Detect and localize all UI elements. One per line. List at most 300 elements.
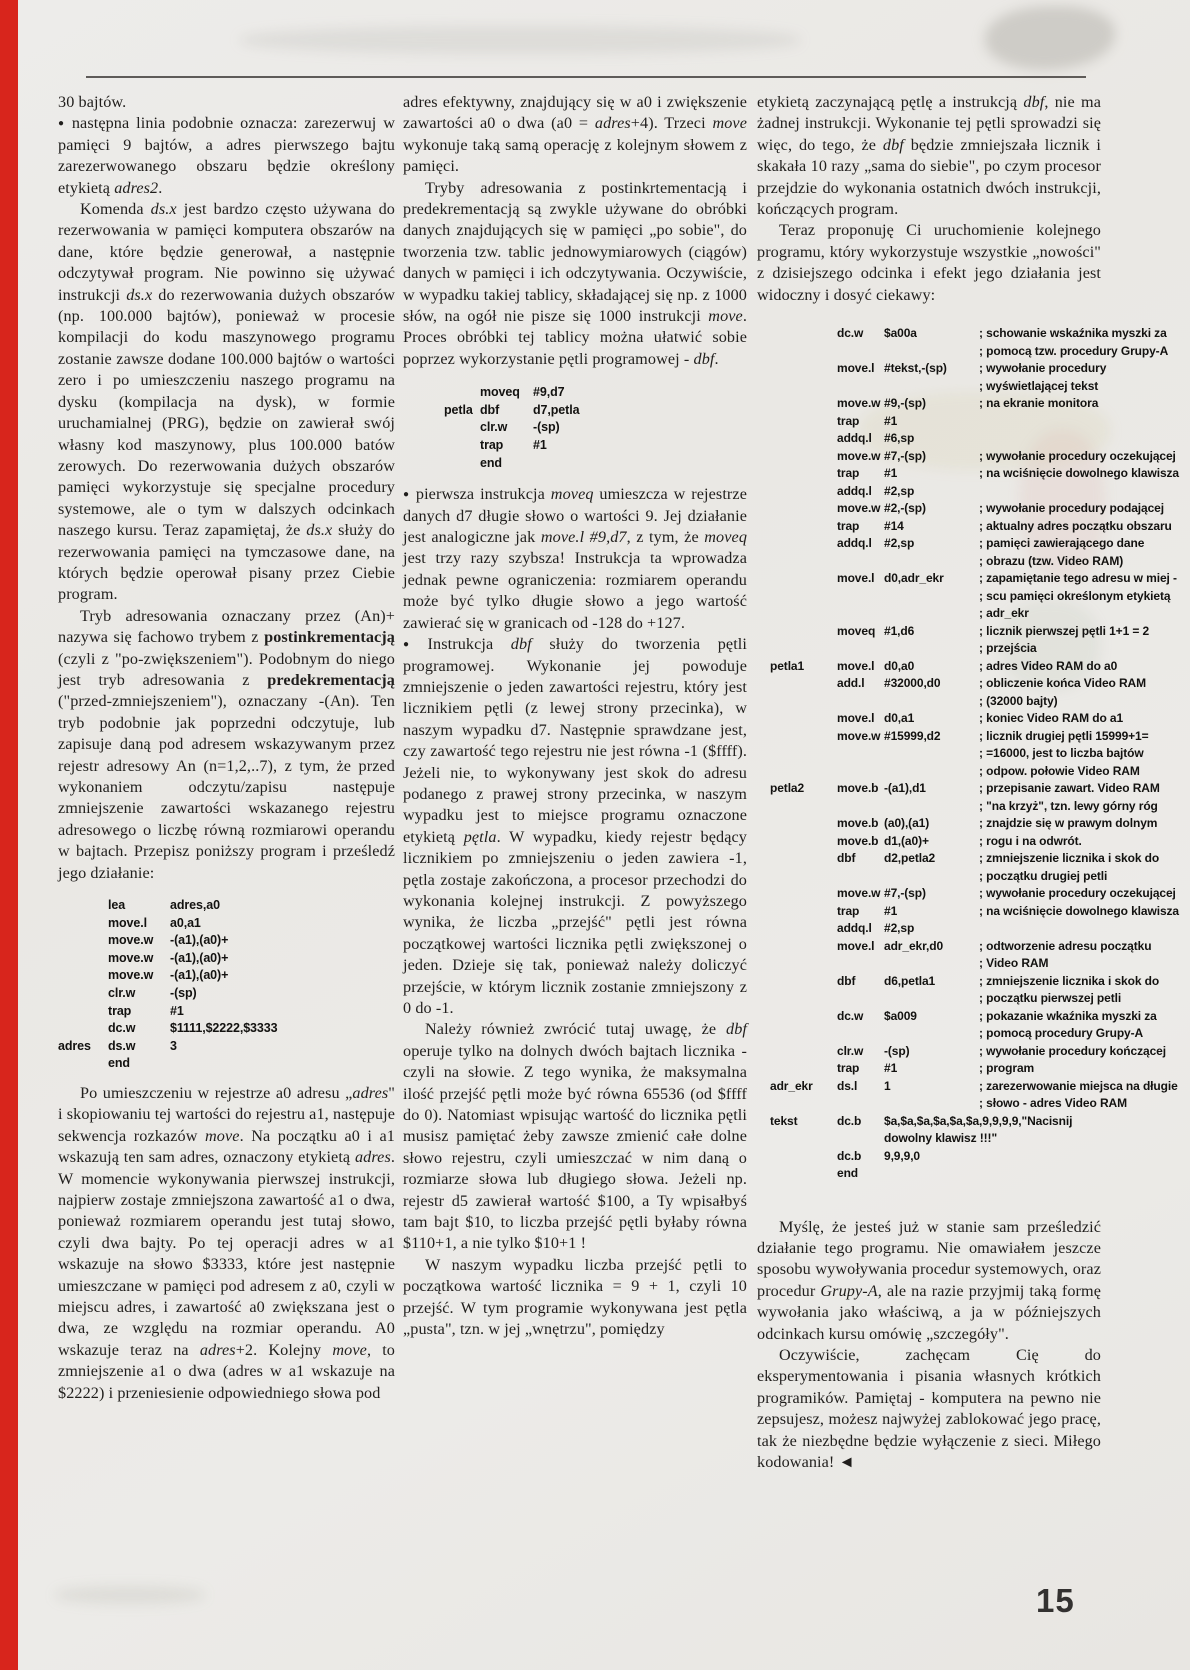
code-listing — [770, 325, 1187, 1183]
code-op: trap — [837, 466, 860, 481]
code-line — [770, 1043, 1187, 1061]
code-lbl — [770, 1165, 837, 1183]
code-lbl — [58, 1055, 108, 1073]
code-op: trap — [837, 413, 860, 428]
code-op: move.b — [837, 833, 879, 848]
code-arg: -(a1),d1 — [884, 781, 926, 796]
code-lbl — [444, 455, 480, 473]
code-lbl — [770, 553, 837, 571]
code-op: end — [480, 455, 502, 470]
code-op: add.l — [837, 676, 865, 691]
code-lbl — [770, 448, 837, 466]
code-op: addq.l — [837, 921, 872, 936]
code-lbl — [770, 693, 837, 711]
code-lbl — [444, 384, 480, 402]
code-lbl: adr_ekr — [770, 1078, 813, 1093]
code-lbl — [770, 623, 837, 641]
bleed-through-smudge — [55, 1586, 205, 1604]
code-arg: #7,-(sp) — [884, 448, 926, 463]
code-lbl — [770, 325, 837, 343]
code-op — [837, 868, 884, 886]
code-lbl — [770, 343, 837, 361]
code-line — [770, 448, 1187, 466]
code-line — [58, 1003, 395, 1021]
code-cmt: ; licznik pierwszej pętli 1+1 = 2 — [979, 623, 1150, 638]
code-cmt: ; przepisanie zawart. Video RAM — [979, 781, 1160, 796]
code-cmt: ; zarezerwowanie miejsca na długie — [979, 1078, 1178, 1093]
code-cmt: ; (32000 bajty) — [979, 693, 1058, 708]
code-op: move.l — [837, 571, 875, 586]
code-line — [770, 430, 1187, 448]
code-line — [770, 1113, 1187, 1131]
code-lbl — [770, 745, 837, 763]
bleed-through-smudge — [985, 6, 1115, 70]
code-arg — [884, 343, 979, 361]
code-cmt: ; obliczenie końca Video RAM — [979, 676, 1147, 691]
code-lbl — [770, 1008, 837, 1026]
code-op: end — [108, 1056, 130, 1071]
code-arg: -(a1),(a0)+ — [170, 933, 229, 948]
code-op: dc.b — [837, 1148, 862, 1163]
code-line — [770, 535, 1187, 553]
code-op — [837, 605, 884, 623]
code-listing — [58, 897, 395, 1073]
code-arg: d2,petla2 — [884, 851, 936, 866]
code-cmt: ; adres Video RAM do a0 — [979, 658, 1118, 673]
code-arg: $1111,$2222,$3333 — [170, 1021, 278, 1036]
code-line — [770, 1095, 1187, 1113]
code-line — [770, 675, 1187, 693]
code-arg: #2,sp — [884, 536, 915, 551]
code-arg: -(a1),(a0)+ — [170, 950, 229, 965]
code-op — [837, 1130, 884, 1148]
code-op: ds.l — [837, 1078, 858, 1093]
code-lbl — [770, 483, 837, 501]
code-arg: #9,d7 — [533, 385, 565, 400]
code-line — [770, 973, 1187, 991]
paragraph: etykietą zaczynającą pętlę a instrukcją dbf, nie ma żadnej instrukcji. Wykonanie tej pętli sprowadzi się więc, do tego, że dbf będzie zmniejszała licznik i skakała 10 razy „sama do siebie", po czym procesor przejdzie do wykonania ostatnich dwóch instrukcji, kończących program. — [757, 93, 1101, 219]
code-op: move.l — [837, 711, 875, 726]
code-cmt: ; pamięci zawierającego dane — [979, 536, 1145, 551]
code-line — [770, 1025, 1187, 1043]
code-arg: #1 — [533, 438, 547, 453]
code-arg: #2,sp — [884, 921, 915, 936]
code-lbl — [770, 885, 837, 903]
bullet-marker: ● — [403, 489, 411, 501]
code-lbl — [770, 430, 837, 448]
code-line — [58, 967, 395, 985]
bullet-marker: ● — [58, 118, 67, 130]
code-lbl — [770, 850, 837, 868]
code-lbl — [770, 500, 837, 518]
code-cmt: ; scu pamięci określonym etykietą — [979, 588, 1171, 603]
code-line — [770, 658, 1187, 676]
code-arg: $a,$a,$a,$a,$a,$a,9,9,9,9,"Nacisnij — [884, 1113, 1073, 1128]
code-op: move.l — [837, 938, 875, 953]
code-line — [770, 990, 1187, 1008]
paragraph: Po umieszczeniu w rejestrze a0 adresu „adres" i skopiowaniu tej wartości do rejestru a1, następuje sekwencja rozkazów move. Na początku a0 i a1 wskazują ten sam adres, oznaczony etykietą adres. W momencie wykonywania pierwszej instrukcji, najpierw zostaje zmniejszona zawartość a1 o dwa, ponieważ rozmiarem operandu jest tutaj słowo, czyli dwa bajty. Po tej operacji adres w a1 wskazuje na słowo $3333, które jest następnie umieszczane w pamięci pod adresem z a0, czyli w miejscu adres, i zawartość a0 zwiększana jest o dwa, ze względu na rozmiar operandu. A0 wskazuje teraz na adres+2. Kolejny move, to zmniejszenie a1 o dwa (adres w a1 wskazuje na $2222) i przeniesienie odpowiedniego słowa pod — [58, 1083, 395, 1402]
code-cmt: ; schowanie wskaźnika myszki za — [979, 326, 1167, 341]
code-cmt: ; na wciśnięcie dowolnego klawisza — [979, 466, 1179, 481]
code-line — [770, 483, 1187, 501]
code-cmt: ; słowo - adres Video RAM — [979, 1096, 1127, 1111]
code-arg — [884, 745, 979, 763]
code-line — [770, 780, 1187, 798]
code-arg: #14 — [884, 518, 904, 533]
code-line — [770, 640, 1187, 658]
code-line — [770, 938, 1187, 956]
header-rule — [86, 76, 1086, 78]
code-cmt: ; odpow. połowie Video RAM — [979, 763, 1140, 778]
code-cmt: ; rogu i na odwrót. — [979, 833, 1082, 848]
code-lbl — [770, 395, 837, 413]
code-arg: d0,adr_ekr — [884, 571, 944, 586]
code-cmt: ; Video RAM — [979, 956, 1049, 971]
paragraph: Tryby adresowania z postinkrtementacją i predekrementacją są zwykle używane do obróbki danych znajdujących się w pamięci „po sobie", do tworzenia tzw. tablic jednowymiarowych (ciągów) danych w pamięci i ich odczytywania. Oczywiście, w wypadku takiej tablicy, składającej się np. z 1000 słów, na ogół nie pisze się 1000 instrukcji move. Proces obróbki tej tablicy można ułatwić sobie poprzez wykorzystanie pętli programowej - dbf. — [403, 178, 747, 368]
code-cmt: ; odtworzenie adresu początku — [979, 938, 1152, 953]
paragraph: 30 bajtów. — [58, 93, 127, 111]
code-op: move.w — [108, 950, 154, 965]
code-op — [837, 343, 884, 361]
code-line — [58, 897, 395, 915]
code-lbl — [770, 710, 837, 728]
code-op — [837, 763, 884, 781]
code-cmt: ; pokazanie wkaźnika myszki za — [979, 1008, 1157, 1023]
left-red-bar — [0, 0, 18, 1670]
code-op: move.w — [837, 501, 881, 516]
code-line — [770, 728, 1187, 746]
code-lbl — [770, 360, 837, 378]
code-arg: dowolny klawisz !!!" — [884, 1131, 998, 1146]
code-op: move.w — [837, 448, 881, 463]
code-lbl — [770, 763, 837, 781]
code-line — [770, 815, 1187, 833]
code-arg: d6,petla1 — [884, 973, 936, 988]
code-cmt: ; zmniejszenie licznika i skok do — [979, 851, 1160, 866]
code-arg: adres,a0 — [170, 898, 220, 913]
code-line — [770, 850, 1187, 868]
code-cmt: ; na wciśnięcie dowolnego klawisza — [979, 903, 1179, 918]
code-op: move.w — [108, 933, 154, 948]
code-arg: -(sp) — [533, 420, 560, 435]
code-line — [770, 1008, 1187, 1026]
code-op — [837, 745, 884, 763]
code-lbl — [770, 465, 837, 483]
code-op — [837, 798, 884, 816]
code-lbl: petla — [444, 402, 473, 417]
code-line — [770, 745, 1187, 763]
code-arg: d7,petla — [533, 402, 580, 417]
code-op: moveq — [837, 623, 876, 638]
code-op: move.l — [108, 915, 147, 930]
code-op: clr.w — [480, 420, 508, 435]
code-lbl — [770, 588, 837, 606]
code-arg: d0,a1 — [884, 711, 915, 726]
code-arg: #1 — [884, 1061, 898, 1076]
code-arg — [884, 693, 979, 711]
code-lbl — [444, 419, 480, 437]
code-line — [770, 868, 1187, 886]
code-lbl — [770, 640, 837, 658]
code-lbl — [770, 815, 837, 833]
code-line — [770, 623, 1187, 641]
code-line — [444, 384, 747, 402]
code-cmt: ; program — [979, 1061, 1035, 1076]
code-cmt: ; =16000, jest to liczba bajtów — [979, 746, 1144, 761]
code-arg: -(sp) — [884, 1043, 910, 1058]
code-op: addq.l — [837, 431, 872, 446]
code-line — [58, 932, 395, 950]
code-line — [770, 798, 1187, 816]
code-lbl — [770, 1148, 837, 1166]
code-op: move.b — [837, 816, 879, 831]
code-line — [770, 1165, 1187, 1183]
code-op: trap — [480, 438, 504, 453]
code-lbl: adres — [58, 1038, 91, 1053]
code-op: dc.b — [837, 1113, 862, 1128]
code-cmt: ; wywołanie procedury kończącej — [979, 1043, 1166, 1058]
code-op: moveq — [480, 385, 520, 400]
page-number: 15 — [1036, 1582, 1075, 1619]
code-op: end — [837, 1166, 859, 1181]
code-arg: $a009 — [884, 1008, 917, 1023]
code-cmt: ; na ekranie monitora — [979, 396, 1099, 411]
code-lbl: petla1 — [770, 658, 805, 673]
bullet-paragraph: ● Instrukcja dbf służy do tworzenia pętli programowej. Wykonanie jej powoduje zmniejszenie o jeden zawartości rejestru, który jest licznikiem pętli (z lewej strony przecinka), w naszym wypadku d7. Następnie sprawdzane jest, czy zawartość tego rejestru nie jest równa -1 ($ffff). Jeżeli nie, to wykonywany jest skok do adresu podanego z prawej strony przecinka, w naszym wypadku jest to miejsce programu oznaczone etykietą pętla. W wypadku, kiedy rejestr będący licznikiem po zmniejszeniu o jeden zawiera -1, pętla zostaje zakończona, a procesor przechodzi do wykonania kolejnej instrukcji. Z powyższego wynika, że liczba „przejść" pętli jest równa początkowej wartości licznika pętli zwiększonej o jeden. Dzieje się tak, ponieważ należy doliczyć przejście, w którym licznik zostanie zmniejszony z 0 do -1. — [403, 635, 747, 1017]
code-op — [837, 553, 884, 571]
code-op: move.w — [837, 886, 881, 901]
code-lbl — [58, 950, 108, 968]
code-arg: adr_ekr,d0 — [884, 938, 944, 953]
code-arg — [884, 553, 979, 571]
code-arg: 9,9,9,0 — [884, 1148, 920, 1163]
code-lbl — [770, 605, 837, 623]
code-arg: #7,-(sp) — [884, 886, 926, 901]
code-op: move.l — [837, 658, 875, 673]
code-line — [770, 1078, 1187, 1096]
code-op: trap — [837, 903, 860, 918]
code-line — [770, 588, 1187, 606]
code-line — [444, 419, 747, 437]
code-arg: d0,a0 — [884, 658, 915, 673]
paragraph: Oczywiście, zachęcam Cię do eksperymentowania i pisania własnych krótkich programików. Pamiętaj - komputera na pewno nie zepsujesz, możesz najwyżej zablokować jego pracę, tak że niezbędne będzie wyłączenie z sieci. Miłego kodowania! ◄ — [757, 1346, 1101, 1472]
code-lbl — [770, 1043, 837, 1061]
code-op: move.b — [837, 781, 879, 796]
code-op: move.w — [837, 396, 881, 411]
code-cmt: ; znajdzie się w prawym dolnym — [979, 816, 1158, 831]
code-line — [770, 1148, 1187, 1166]
code-lbl — [58, 1003, 108, 1021]
bullet-paragraph: ● pierwsza instrukcja moveq umieszcza w rejestrze danych d7 długie słowo o wartości 9. Jej działanie jest analogiczne jak move.l #9,d7, z tym, że moveq jest trzy razy szybsza! Instrukcja ta wprowadza jednak pewne ograniczenia: rozmiarem operandu może być tylko długie słowo a jego wartość zawierać się w granicach od -128 do +127. — [403, 485, 748, 632]
code-op: dbf — [480, 402, 500, 417]
code-cmt: ; obrazu (tzw. Video RAM) — [979, 553, 1124, 568]
code-line — [770, 833, 1187, 851]
code-arg: #1,d6 — [884, 623, 915, 638]
code-arg: #tekst,-(sp) — [884, 361, 947, 376]
code-cmt: ; początku drugiej petli — [979, 868, 1108, 883]
code-op: addq.l — [837, 483, 872, 498]
code-lbl — [770, 518, 837, 536]
paragraph: Myślę, że jesteś już w stanie sam prześledzić działanie tego programu. Nie omawiałem jeszcze sposobu wywoływania procedur systemowych, oraz procedur Grupy-A, ale na razie przyjmij taką formę wywołania jako właściwą, a ja w późniejszych odcinkach kursu omówię „szczegóły". — [757, 1217, 1101, 1343]
code-lbl — [770, 868, 837, 886]
code-arg — [884, 640, 979, 658]
code-line — [770, 465, 1187, 483]
bullet-marker: ● — [403, 639, 423, 651]
code-op: move.w — [108, 968, 154, 983]
code-arg — [884, 1025, 979, 1043]
code-arg — [884, 990, 979, 1008]
code-op — [837, 1095, 884, 1113]
code-line — [770, 378, 1187, 396]
code-lbl — [770, 903, 837, 921]
code-line — [770, 343, 1187, 361]
code-arg — [884, 868, 979, 886]
code-op: move.l — [837, 361, 875, 376]
code-line — [58, 1020, 395, 1038]
code-cmt: ; licznik drugiej pętli 15999+1= — [979, 728, 1149, 743]
code-lbl — [770, 675, 837, 693]
code-arg: #9,-(sp) — [884, 396, 926, 411]
code-lbl — [770, 955, 837, 973]
code-cmt: ; pomocą tzw. procedury Grupy-A — [979, 343, 1169, 358]
code-op: trap — [837, 518, 860, 533]
code-arg — [884, 955, 979, 973]
code-lbl — [58, 932, 108, 950]
code-arg: #1 — [170, 1003, 184, 1018]
code-line — [770, 1130, 1187, 1148]
code-op: trap — [837, 1061, 860, 1076]
bleed-through-smudge — [240, 26, 800, 54]
code-lbl — [770, 1130, 837, 1148]
code-arg: 1 — [884, 1078, 891, 1093]
code-op — [837, 378, 884, 396]
code-line — [58, 1055, 395, 1073]
code-op: move.w — [837, 728, 881, 743]
code-arg — [884, 798, 979, 816]
code-lbl — [58, 1020, 108, 1038]
code-line — [770, 710, 1187, 728]
code-line — [770, 360, 1187, 378]
code-arg — [884, 763, 979, 781]
code-line — [770, 1060, 1187, 1078]
article-column-left — [58, 92, 395, 1404]
code-lbl — [770, 1095, 837, 1113]
code-line — [444, 437, 747, 455]
paragraph: Komenda ds.x jest bardzo często używana do rezerwowania w pamięci komputera obszarów na dane, które będzie generował, a następnie odczytywał program. Nie powinno się używać instrukcji ds.x do rezerwowania dużych obszarów (np. 100.000 bajtów), ponieważ w procesie kompilacji do kodu maszynowego programu zostanie zawsze dodane 100.000 bajtów o wartości zero i po umieszczeniu naszego programu na dysku (kompilacja na dysk), w formie uruchamialnej (PRG), będzie on zawierał swój własny kod maszynowy, plus 100.000 batów zerowych. Do rezerwowania dużych obszarów pamięci wykorzystuje się specjalne procedury systemowe, ale o tym w dalszych odcinkach naszego kursu. Teraz zapamiętaj, że ds.x służy do rezerwowania pamięci na tymczasowe dane, na których będzie operował pisany przez Ciebie program. — [58, 200, 396, 604]
code-lbl — [770, 938, 837, 956]
code-lbl — [770, 833, 837, 851]
code-lbl — [58, 915, 108, 933]
code-line — [58, 950, 395, 968]
code-op: dc.w — [837, 1008, 864, 1023]
code-op: dc.w — [837, 326, 864, 341]
paragraph: adres efektywny, znajdujący się w a0 i zwiększenie zawartości a0 o dwa (a0 = adres+4). Trzeci move wykonuje taką samą operację z kolejnym słowem z pamięci. — [403, 93, 747, 176]
code-op: clr.w — [837, 1043, 864, 1058]
code-lbl: tekst — [770, 1113, 798, 1128]
code-line — [770, 500, 1187, 518]
code-arg: #1 — [884, 903, 898, 918]
code-lbl — [770, 920, 837, 938]
code-lbl — [770, 973, 837, 991]
code-op — [837, 955, 884, 973]
code-arg: 3 — [170, 1038, 177, 1053]
code-line — [770, 903, 1187, 921]
code-line — [58, 985, 395, 1003]
bullet-paragraph: ● następna linia podobnie oznacza: zarezerwuj w pamięci 9 bajtów, a adres pierwszego bajtu zarezerwowanego obszaru będzie określony etykietą adres2. — [58, 114, 396, 197]
code-cmt: ; zmniejszenie licznika i skok do — [979, 973, 1160, 988]
code-arg: d1,(a0)+ — [884, 833, 929, 848]
code-arg — [884, 605, 979, 623]
code-arg — [884, 1095, 979, 1113]
code-op: addq.l — [837, 536, 872, 551]
code-lbl — [58, 897, 108, 915]
code-line — [770, 885, 1187, 903]
code-lbl — [770, 1060, 837, 1078]
code-lbl — [770, 798, 837, 816]
code-line — [770, 553, 1187, 571]
code-arg — [884, 588, 979, 606]
code-cmt: ; wywołanie procedury oczekującej — [979, 448, 1176, 463]
code-lbl — [770, 570, 837, 588]
code-arg: a0,a1 — [170, 915, 201, 930]
code-op: trap — [108, 1003, 132, 1018]
paragraph: Tryb adresowania oznaczany przez (An)+ nazywa się fachowo trybem z postinkrementacją (czyli z "po-zwiększeniem"). Podobnym do niego jest tryb adresowania z predekrementacją ("przed-zmniejszeniem"), oznaczany -(An). Ten tryb podobnie jak poprzedni odczytuje, lub zapisuje daną pod adresem wskazywanym przez rejestr adresowy An (n=1,2,..7), z tym, że przed wykonaniem odczytu/zapisu następuje zmniejszenie zawartości wskazanego rejestru adresowego o liczbę równą rozmiarowi operandu w bajtach. Przepisz poniższy program i prześledź jego działanie: — [58, 606, 395, 882]
code-op — [837, 990, 884, 1008]
code-cmt: ; wywołanie procedury — [979, 361, 1107, 376]
code-arg: #6,sp — [884, 431, 915, 446]
code-cmt: ; wywołanie procedury oczekującej — [979, 886, 1176, 901]
code-cmt: ; początku pierwszej petli — [979, 991, 1122, 1006]
code-op — [837, 693, 884, 711]
code-arg — [884, 1165, 979, 1183]
code-lbl — [770, 990, 837, 1008]
code-op: dc.w — [108, 1021, 136, 1036]
code-op — [837, 588, 884, 606]
code-arg — [884, 378, 979, 396]
code-op — [837, 1025, 884, 1043]
article-column-middle — [403, 92, 747, 1341]
code-line — [444, 402, 747, 420]
code-arg: (a0),(a1) — [884, 816, 930, 831]
code-lbl — [770, 378, 837, 396]
code-lbl — [770, 413, 837, 431]
code-line — [770, 693, 1187, 711]
code-arg: #2,-(sp) — [884, 501, 926, 516]
code-line — [770, 570, 1187, 588]
code-op — [837, 640, 884, 658]
code-line — [770, 920, 1187, 938]
code-cmt: ; zapamiętanie tego adresu w miej - — [979, 571, 1177, 586]
code-op: clr.w — [108, 986, 136, 1000]
code-line — [770, 325, 1187, 343]
code-lbl: petla2 — [770, 781, 805, 796]
code-line — [770, 518, 1187, 536]
code-arg: -(sp) — [170, 986, 197, 1000]
code-lbl — [58, 985, 108, 1003]
code-lbl — [770, 1025, 837, 1043]
paragraph: W naszym wypadku liczba przejść pętli to początkowa wartość licznika = 9 + 1, czyli 10 przejść. W tym programie wykonywana jest pętla „pusta", tzn. w jej „wnętrzu", pomiędzy — [403, 1255, 747, 1339]
code-cmt: ; przejścia — [979, 641, 1037, 656]
code-lbl — [58, 967, 108, 985]
code-arg: -(a1),(a0)+ — [170, 968, 229, 983]
code-line — [444, 455, 747, 473]
code-arg: #2,sp — [884, 483, 915, 498]
code-cmt: ; aktualny adres początku obszaru — [979, 518, 1172, 533]
code-cmt: ; wyświetlającej tekst — [979, 378, 1099, 393]
code-op: dbf — [837, 973, 856, 988]
code-arg: $a00a — [884, 326, 917, 341]
code-op: ds.w — [108, 1038, 136, 1053]
